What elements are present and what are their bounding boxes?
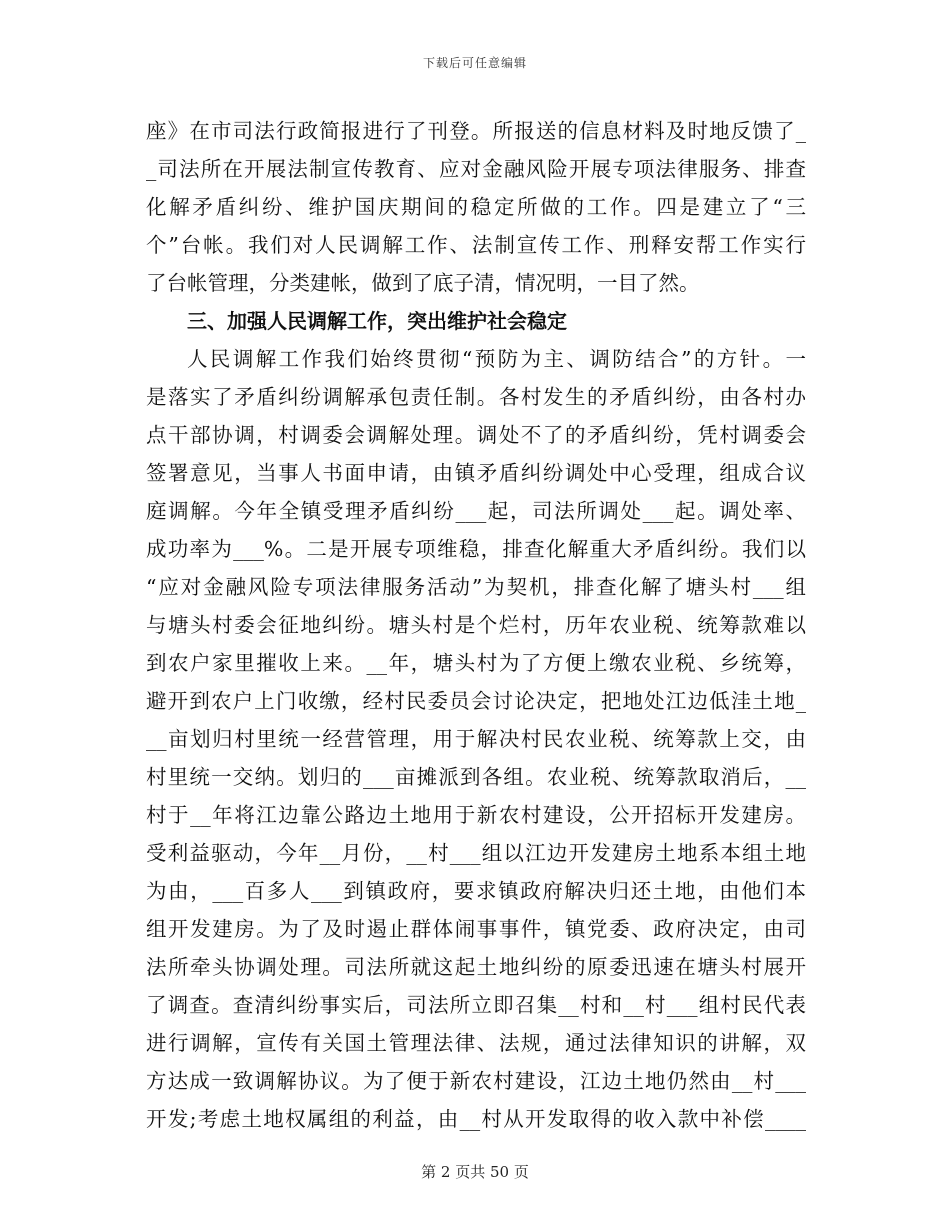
body-line: 签署意见，当事人书面申请，由镇矛盾纠纷调处中心受理，组成合议 [146,461,806,485]
body-line: 为由，___百多人___到镇政府，要求镇政府解决归还土地，由他们本 [146,879,806,903]
document-body [146,112,806,1138]
body-line: 避开到农户上门收缴，经村民委员会讨论决定，把地处江边低洼土地_ [146,689,806,713]
body-line: 点干部协调，村调委会调解处理。调处不了的矛盾纠纷，凭村调委会 [146,423,806,447]
body-line: 组开发建房。为了及时遏止群体闹事事件，镇党委、政府决定，由司 [146,917,806,941]
body-line: 了调查。查清纠纷事实后，司法所立即召集__村和__村___组村民代表 [146,993,806,1017]
page-header: 下载后可任意编辑 [422,56,527,70]
section-heading: 三、加强人民调解工作，突出维护社会稳定 [187,309,567,333]
body-line: 方达成一致调解协议。为了便于新农村建设，江边土地仍然由__村___ [146,1069,806,1093]
body-line: 是落实了矛盾纠纷调解承包责任制。各村发生的矛盾纠纷，由各村办 [146,385,806,409]
body-line: 村里统一交纳。划归的___亩摊派到各组。农业税、统筹款取消后，__ [146,765,806,789]
body-line: 庭调解。今年全镇受理矛盾纠纷___起，司法所调处___起。调处率、 [146,499,806,523]
body-line: 化解矛盾纠纷、维护国庆期间的稳定所做的工作。四是建立了“三 [146,195,806,219]
body-line: 座》在市司法行政简报进行了刊登。所报送的信息材料及时地反馈了_ [146,119,806,143]
body-line: 人民调解工作我们始终贯彻“预防为主、调防结合”的方针。一 [187,347,806,371]
body-line: 进行调解，宣传有关国土管理法律、法规，通过法律知识的讲解，双 [146,1031,806,1055]
body-line: 村于__年将江边靠公路边土地用于新农村建设，公开招标开发建房。 [146,803,806,827]
body-line: 了台帐管理，分类建帐，做到了底子清，情况明，一目了然。 [146,271,700,295]
body-line: 开发;考虑土地权属组的利益，由__村从开发取得的收入款中补偿____ [146,1107,806,1131]
body-line: 法所牵头协调处理。司法所就这起土地纠纷的原委迅速在塘头村展开 [146,955,806,979]
body-line: 个”台帐。我们对人民调解工作、法制宣传工作、刑释安帮工作实行 [146,233,806,257]
body-line: 与塘头村委会征地纠纷。塘头村是个烂村，历年农业税、统筹款难以 [146,613,806,637]
body-line: __亩划归村里统一经营管理，用于解决村民农业税、统筹款上交，由 [146,727,806,751]
body-line: “应对金融风险专项法律服务活动”为契机，排查化解了塘头村___组 [146,575,806,599]
body-line: 到农户家里摧收上来。__年，塘头村为了方便上缴农业税、乡统筹， [146,651,806,675]
body-line: 成功率为___%。二是开展专项维稳，排查化解重大矛盾纠纷。我们以 [146,537,806,561]
body-line: 受利益驱动，今年__月份，__村___组以江边开发建房土地系本组土地 [146,841,806,865]
body-line: _司法所在开展法制宣传教育、应对金融风险开展专项法律服务、排查 [146,157,806,181]
page-number: 第 2 页共 50 页 [421,1163,529,1181]
